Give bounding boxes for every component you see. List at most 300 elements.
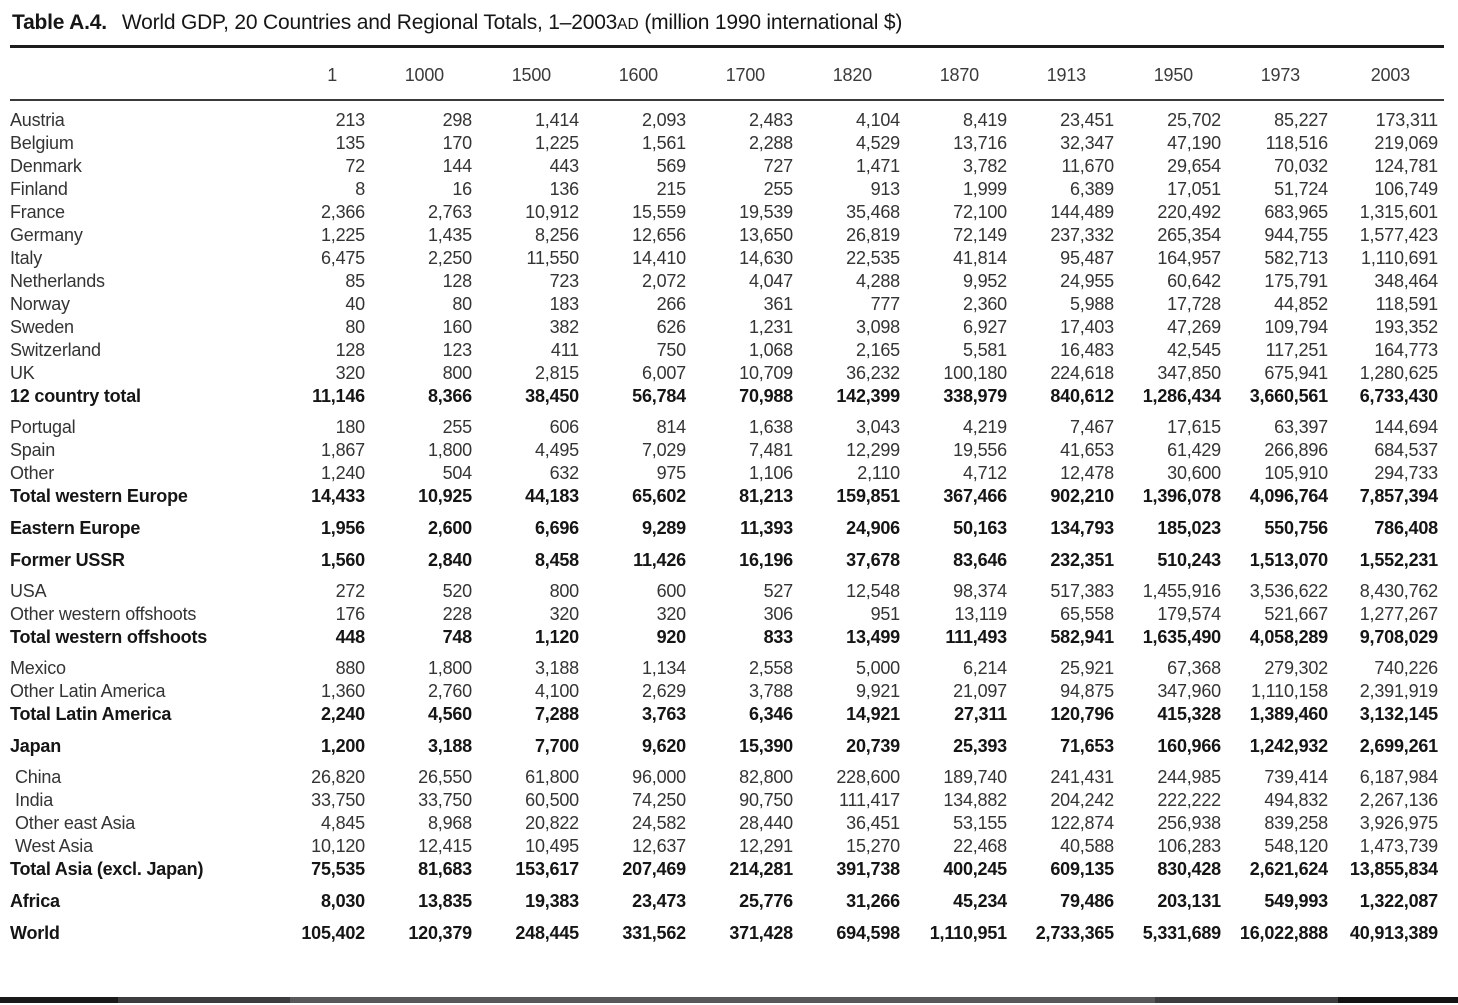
value-cell: 727 bbox=[763, 156, 793, 176]
value-cell: 159,851 bbox=[836, 486, 900, 506]
value-cell: 3,098 bbox=[855, 317, 900, 337]
value-cell: 1,240 bbox=[320, 463, 365, 483]
row-label: West Asia bbox=[15, 836, 93, 856]
value-cell: 5,000 bbox=[855, 658, 900, 678]
value-cell: 27,311 bbox=[954, 704, 1007, 724]
value-cell: 176 bbox=[335, 604, 365, 624]
value-cell: 8,968 bbox=[427, 813, 472, 833]
value-cell: 1,068 bbox=[748, 340, 793, 360]
value-cell: 219,069 bbox=[1374, 133, 1438, 153]
value-cell: 8,419 bbox=[962, 110, 1007, 130]
value-cell: 10,495 bbox=[525, 836, 579, 856]
table-row bbox=[10, 812, 1444, 835]
value-cell: 21,097 bbox=[953, 681, 1007, 701]
table-row bbox=[10, 408, 1444, 439]
value-cell: 920 bbox=[656, 627, 686, 647]
value-cell: 85 bbox=[345, 271, 365, 291]
value-cell: 320 bbox=[656, 604, 686, 624]
value-cell: 382 bbox=[549, 317, 579, 337]
value-cell: 38,450 bbox=[525, 386, 579, 406]
value-cell: 42,545 bbox=[1167, 340, 1221, 360]
value-cell: 26,820 bbox=[311, 767, 365, 787]
value-cell: 800 bbox=[549, 581, 579, 601]
row-label: Other bbox=[10, 463, 55, 483]
value-cell: 82,800 bbox=[739, 767, 793, 787]
row-label: Spain bbox=[10, 440, 56, 460]
value-cell: 36,232 bbox=[846, 363, 900, 383]
value-cell: 830,428 bbox=[1157, 859, 1221, 879]
row-label: Belgium bbox=[10, 133, 74, 153]
value-cell: 11,146 bbox=[312, 386, 365, 406]
value-cell: 6,927 bbox=[962, 317, 1007, 337]
value-cell: 40 bbox=[345, 294, 365, 314]
value-cell: 694,598 bbox=[836, 923, 900, 943]
value-cell: 347,850 bbox=[1157, 363, 1221, 383]
value-cell: 6,187,984 bbox=[1359, 767, 1438, 787]
value-cell: 72 bbox=[345, 156, 365, 176]
value-cell: 74,250 bbox=[632, 790, 686, 810]
value-cell: 15,390 bbox=[739, 736, 793, 756]
value-cell: 2,093 bbox=[641, 110, 686, 130]
table-row bbox=[10, 155, 1444, 178]
table-row bbox=[10, 247, 1444, 270]
row-label: Former USSR bbox=[10, 550, 125, 570]
value-cell: 6,389 bbox=[1069, 179, 1114, 199]
year-column-header: 1000 bbox=[365, 48, 472, 100]
value-cell: 80 bbox=[345, 317, 365, 337]
value-cell: 2,629 bbox=[641, 681, 686, 701]
value-cell: 32,347 bbox=[1060, 133, 1114, 153]
value-cell: 683,965 bbox=[1264, 202, 1328, 222]
value-cell: 600 bbox=[656, 581, 686, 601]
value-cell: 1,106 bbox=[748, 463, 793, 483]
value-cell: 215 bbox=[656, 179, 686, 199]
value-cell: 1,286,434 bbox=[1142, 386, 1221, 406]
value-cell: 347,960 bbox=[1157, 681, 1221, 701]
value-cell: 26,550 bbox=[418, 767, 472, 787]
value-cell: 606 bbox=[549, 417, 579, 437]
value-cell: 3,788 bbox=[748, 681, 793, 701]
value-cell: 582,713 bbox=[1264, 248, 1328, 268]
row-label: Other Latin America bbox=[10, 681, 166, 701]
value-cell: 748 bbox=[442, 627, 472, 647]
table-row bbox=[10, 439, 1444, 462]
value-cell: 675,941 bbox=[1264, 363, 1328, 383]
value-cell: 13,650 bbox=[739, 225, 793, 245]
value-cell: 8,366 bbox=[427, 386, 472, 406]
table-row bbox=[10, 485, 1444, 508]
value-cell: 124,781 bbox=[1374, 156, 1438, 176]
value-cell: 2,072 bbox=[641, 271, 686, 291]
value-cell: 880 bbox=[335, 658, 365, 678]
table-row bbox=[10, 603, 1444, 626]
table-row bbox=[10, 201, 1444, 224]
rule-band-segment bbox=[1155, 997, 1338, 1003]
value-cell: 60,642 bbox=[1167, 271, 1221, 291]
row-label: Finland bbox=[10, 179, 68, 199]
value-cell: 120,796 bbox=[1050, 704, 1114, 724]
value-cell: 840,612 bbox=[1050, 386, 1114, 406]
value-cell: 5,331,689 bbox=[1142, 923, 1221, 943]
value-cell: 265,354 bbox=[1157, 225, 1221, 245]
value-cell: 800 bbox=[442, 363, 472, 383]
value-cell: 411 bbox=[550, 340, 579, 360]
value-cell: 220,492 bbox=[1157, 202, 1221, 222]
table-row bbox=[10, 572, 1444, 603]
value-cell: 109,794 bbox=[1264, 317, 1328, 337]
value-cell: 237,332 bbox=[1050, 225, 1114, 245]
value-cell: 41,653 bbox=[1060, 440, 1114, 460]
value-cell: 160 bbox=[442, 317, 472, 337]
row-label: Total western offshoots bbox=[10, 627, 208, 647]
value-cell: 70,032 bbox=[1274, 156, 1328, 176]
value-cell: 3,132,145 bbox=[1359, 704, 1438, 724]
table-row bbox=[10, 758, 1444, 789]
row-label: Netherlands bbox=[10, 271, 105, 291]
value-cell: 17,051 bbox=[1167, 179, 1221, 199]
value-cell: 15,270 bbox=[846, 836, 900, 856]
value-cell: 1,389,460 bbox=[1249, 704, 1328, 724]
value-cell: 16,022,888 bbox=[1239, 923, 1328, 943]
value-cell: 3,660,561 bbox=[1249, 386, 1328, 406]
value-cell: 90,750 bbox=[739, 790, 793, 810]
value-cell: 902,210 bbox=[1050, 486, 1114, 506]
value-cell: 7,467 bbox=[1069, 417, 1114, 437]
value-cell: 5,581 bbox=[962, 340, 1007, 360]
value-cell: 81,213 bbox=[739, 486, 793, 506]
value-cell: 415,328 bbox=[1157, 704, 1221, 724]
value-cell: 65,558 bbox=[1060, 604, 1114, 624]
value-cell: 56,784 bbox=[632, 386, 686, 406]
value-cell: 232,351 bbox=[1050, 550, 1114, 570]
value-cell: 951 bbox=[870, 604, 900, 624]
table-row bbox=[10, 339, 1444, 362]
value-cell: 13,499 bbox=[846, 627, 900, 647]
value-cell: 1,513,070 bbox=[1249, 550, 1328, 570]
row-label: Other east Asia bbox=[15, 813, 136, 833]
world-gdp-table bbox=[10, 48, 1444, 945]
table-body bbox=[10, 100, 1444, 945]
value-cell: 10,709 bbox=[739, 363, 793, 383]
value-cell: 81,683 bbox=[418, 859, 472, 879]
value-cell: 12,656 bbox=[632, 225, 686, 245]
value-cell: 118,591 bbox=[1375, 294, 1438, 314]
value-cell: 60,500 bbox=[525, 790, 579, 810]
year-column-header: 1870 bbox=[900, 48, 1007, 100]
value-cell: 975 bbox=[656, 463, 686, 483]
value-cell: 23,451 bbox=[1060, 110, 1114, 130]
value-cell: 4,560 bbox=[427, 704, 472, 724]
value-cell: 185,023 bbox=[1157, 518, 1221, 538]
value-cell: 203,131 bbox=[1157, 891, 1221, 911]
value-cell: 106,749 bbox=[1374, 179, 1438, 199]
value-cell: 750 bbox=[656, 340, 686, 360]
row-label: France bbox=[10, 202, 65, 222]
year-column-header: 1820 bbox=[793, 48, 900, 100]
value-cell: 180 bbox=[335, 417, 365, 437]
value-cell: 13,716 bbox=[953, 133, 1007, 153]
value-cell: 266,896 bbox=[1264, 440, 1328, 460]
value-cell: 10,925 bbox=[418, 486, 472, 506]
value-cell: 45,234 bbox=[953, 891, 1007, 911]
value-cell: 4,712 bbox=[962, 463, 1007, 483]
value-cell: 7,857,394 bbox=[1359, 486, 1438, 506]
value-cell: 517,383 bbox=[1050, 581, 1114, 601]
value-cell: 739,414 bbox=[1264, 767, 1328, 787]
value-cell: 1,471 bbox=[855, 156, 900, 176]
value-cell: 16 bbox=[452, 179, 472, 199]
value-cell: 144,489 bbox=[1050, 202, 1114, 222]
value-cell: 3,188 bbox=[534, 658, 579, 678]
value-cell: 50,163 bbox=[953, 518, 1007, 538]
value-cell: 28,440 bbox=[739, 813, 793, 833]
table-row bbox=[10, 224, 1444, 247]
value-cell: 2,110 bbox=[857, 463, 900, 483]
value-cell: 723 bbox=[549, 271, 579, 291]
value-cell: 2,267,136 bbox=[1359, 790, 1438, 810]
table-row bbox=[10, 626, 1444, 649]
value-cell: 3,782 bbox=[962, 156, 1007, 176]
value-cell: 1,225 bbox=[534, 133, 579, 153]
value-cell: 2,288 bbox=[748, 133, 793, 153]
value-cell: 14,410 bbox=[632, 248, 686, 268]
value-cell: 70,988 bbox=[739, 386, 793, 406]
value-cell: 144 bbox=[442, 156, 472, 176]
year-column-header: 1950 bbox=[1114, 48, 1221, 100]
value-cell: 248,445 bbox=[515, 923, 579, 943]
value-cell: 204,242 bbox=[1050, 790, 1114, 810]
value-cell: 4,288 bbox=[855, 271, 900, 291]
value-cell: 320 bbox=[335, 363, 365, 383]
value-cell: 6,346 bbox=[748, 704, 793, 724]
value-cell: 371,428 bbox=[729, 923, 793, 943]
value-cell: 228 bbox=[442, 604, 472, 624]
value-cell: 255 bbox=[442, 417, 472, 437]
value-cell: 123 bbox=[442, 340, 472, 360]
value-cell: 128 bbox=[335, 340, 365, 360]
table-row bbox=[10, 385, 1444, 408]
value-cell: 19,556 bbox=[953, 440, 1007, 460]
table-row bbox=[10, 362, 1444, 385]
value-cell: 1,134 bbox=[641, 658, 686, 678]
value-cell: 61,800 bbox=[525, 767, 579, 787]
value-cell: 160,966 bbox=[1157, 736, 1221, 756]
table-row bbox=[10, 270, 1444, 293]
value-cell: 1,200 bbox=[320, 736, 365, 756]
value-cell: 144,694 bbox=[1374, 417, 1438, 437]
value-cell: 4,529 bbox=[855, 133, 900, 153]
value-cell: 609,135 bbox=[1050, 859, 1114, 879]
value-cell: 12,548 bbox=[846, 581, 900, 601]
value-cell: 521,667 bbox=[1264, 604, 1328, 624]
table-row bbox=[10, 540, 1444, 572]
value-cell: 1,231 bbox=[748, 317, 793, 337]
value-cell: 15,559 bbox=[632, 202, 686, 222]
row-label: Italy bbox=[10, 248, 43, 268]
value-cell: 9,620 bbox=[641, 736, 686, 756]
value-cell: 111,417 bbox=[839, 790, 900, 810]
value-cell: 40,588 bbox=[1060, 836, 1114, 856]
value-cell: 5,988 bbox=[1069, 294, 1114, 314]
value-cell: 33,750 bbox=[311, 790, 365, 810]
value-cell: 96,000 bbox=[632, 767, 686, 787]
value-cell: 241,431 bbox=[1050, 767, 1114, 787]
value-cell: 94,875 bbox=[1060, 681, 1114, 701]
value-cell: 47,269 bbox=[1167, 317, 1221, 337]
value-cell: 8,256 bbox=[534, 225, 579, 245]
value-cell: 1,225 bbox=[320, 225, 365, 245]
value-cell: 9,921 bbox=[855, 681, 900, 701]
value-cell: 22,468 bbox=[953, 836, 1007, 856]
value-cell: 786,408 bbox=[1374, 518, 1438, 538]
value-cell: 839,258 bbox=[1264, 813, 1328, 833]
value-cell: 527 bbox=[763, 581, 793, 601]
value-cell: 71,653 bbox=[1060, 736, 1114, 756]
row-label: USA bbox=[10, 581, 47, 601]
value-cell: 3,188 bbox=[427, 736, 472, 756]
bottom-rule-band bbox=[0, 997, 1458, 1003]
value-cell: 1,280,625 bbox=[1359, 363, 1438, 383]
value-cell: 12,415 bbox=[418, 836, 472, 856]
value-cell: 207,469 bbox=[622, 859, 686, 879]
row-label: Total Asia (excl. Japan) bbox=[10, 859, 204, 879]
value-cell: 510,243 bbox=[1157, 550, 1221, 570]
value-cell: 1,635,490 bbox=[1142, 627, 1221, 647]
row-label: 12 country total bbox=[10, 386, 141, 406]
value-cell: 228,600 bbox=[836, 767, 900, 787]
value-cell: 173,311 bbox=[1375, 110, 1438, 130]
value-cell: 7,029 bbox=[641, 440, 686, 460]
value-cell: 1,110,158 bbox=[1251, 681, 1328, 701]
value-cell: 25,702 bbox=[1167, 110, 1221, 130]
rule-band-segment bbox=[1338, 997, 1458, 1003]
row-label: Eastern Europe bbox=[10, 518, 141, 538]
value-cell: 520 bbox=[442, 581, 472, 601]
table-row bbox=[10, 726, 1444, 758]
value-cell: 550,756 bbox=[1264, 518, 1328, 538]
value-cell: 1,867 bbox=[320, 440, 365, 460]
value-cell: 4,100 bbox=[534, 681, 579, 701]
value-cell: 29,654 bbox=[1167, 156, 1221, 176]
value-cell: 11,393 bbox=[740, 518, 793, 538]
table-row bbox=[10, 703, 1444, 726]
value-cell: 9,952 bbox=[962, 271, 1007, 291]
value-cell: 2,366 bbox=[320, 202, 365, 222]
value-cell: 14,921 bbox=[846, 704, 900, 724]
value-cell: 294,733 bbox=[1374, 463, 1438, 483]
value-cell: 913 bbox=[870, 179, 900, 199]
value-cell: 134,882 bbox=[943, 790, 1007, 810]
row-label: Japan bbox=[10, 736, 62, 756]
value-cell: 548,120 bbox=[1264, 836, 1328, 856]
rule-band-segment bbox=[118, 997, 290, 1003]
value-cell: 8,458 bbox=[534, 550, 579, 570]
value-cell: 306 bbox=[763, 604, 793, 624]
table-title-ad: AD bbox=[617, 16, 639, 33]
value-cell: 24,906 bbox=[846, 518, 900, 538]
value-cell: 63,397 bbox=[1274, 417, 1328, 437]
value-cell: 80 bbox=[452, 294, 472, 314]
value-cell: 2,733,365 bbox=[1035, 923, 1114, 943]
value-cell: 2,621,624 bbox=[1249, 859, 1328, 879]
value-cell: 1,560 bbox=[320, 550, 365, 570]
value-cell: 20,822 bbox=[525, 813, 579, 833]
value-cell: 224,618 bbox=[1050, 363, 1114, 383]
value-cell: 338,979 bbox=[943, 386, 1007, 406]
value-cell: 569 bbox=[656, 156, 686, 176]
value-cell: 494,832 bbox=[1264, 790, 1328, 810]
value-cell: 4,047 bbox=[748, 271, 793, 291]
row-label: Africa bbox=[10, 891, 60, 911]
value-cell: 51,724 bbox=[1274, 179, 1328, 199]
value-cell: 111,493 bbox=[945, 627, 1007, 647]
value-cell: 833 bbox=[763, 627, 793, 647]
value-cell: 1,110,691 bbox=[1361, 248, 1438, 268]
value-cell: 31,266 bbox=[846, 891, 900, 911]
value-cell: 12,299 bbox=[846, 440, 900, 460]
value-cell: 2,250 bbox=[427, 248, 472, 268]
value-cell: 30,600 bbox=[1167, 463, 1221, 483]
table-title-label: Table A.4. bbox=[12, 11, 107, 34]
value-cell: 4,845 bbox=[320, 813, 365, 833]
value-cell: 19,383 bbox=[525, 891, 579, 911]
value-cell: 266 bbox=[656, 294, 686, 314]
table-row bbox=[10, 508, 1444, 540]
row-label: UK bbox=[10, 363, 35, 383]
value-cell: 8,030 bbox=[320, 891, 365, 911]
value-cell: 14,433 bbox=[311, 486, 365, 506]
value-cell: 33,750 bbox=[418, 790, 472, 810]
value-cell: 36,451 bbox=[846, 813, 900, 833]
value-cell: 4,096,764 bbox=[1249, 486, 1328, 506]
value-cell: 47,190 bbox=[1167, 133, 1221, 153]
value-cell: 72,100 bbox=[953, 202, 1007, 222]
value-cell: 684,537 bbox=[1374, 440, 1438, 460]
table-row bbox=[10, 462, 1444, 485]
value-cell: 10,912 bbox=[525, 202, 579, 222]
value-cell: 12,291 bbox=[739, 836, 793, 856]
value-cell: 1,360 bbox=[320, 681, 365, 701]
year-column-header: 2003 bbox=[1328, 48, 1444, 100]
value-cell: 22,535 bbox=[846, 248, 900, 268]
value-cell: 1,277,267 bbox=[1359, 604, 1438, 624]
value-cell: 814 bbox=[656, 417, 686, 437]
value-cell: 367,466 bbox=[943, 486, 1007, 506]
value-cell: 2,483 bbox=[748, 110, 793, 130]
value-cell: 443 bbox=[549, 156, 579, 176]
table-title-suffix: (million 1990 international $) bbox=[638, 11, 903, 34]
row-label: Other western offshoots bbox=[10, 604, 197, 624]
value-cell: 1,473,739 bbox=[1359, 836, 1438, 856]
value-cell: 2,763 bbox=[427, 202, 472, 222]
value-cell: 61,429 bbox=[1167, 440, 1221, 460]
value-cell: 6,007 bbox=[641, 363, 686, 383]
value-cell: 164,773 bbox=[1374, 340, 1438, 360]
value-cell: 19,539 bbox=[739, 202, 793, 222]
value-cell: 153,617 bbox=[515, 859, 579, 879]
table-row bbox=[10, 316, 1444, 339]
value-cell: 2,840 bbox=[427, 550, 472, 570]
value-cell: 2,760 bbox=[427, 681, 472, 701]
value-cell: 7,700 bbox=[534, 736, 579, 756]
year-header-row bbox=[10, 48, 1444, 100]
value-cell: 632 bbox=[549, 463, 579, 483]
value-cell: 24,582 bbox=[632, 813, 686, 833]
value-cell: 23,473 bbox=[632, 891, 686, 911]
value-cell: 6,475 bbox=[320, 248, 365, 268]
value-cell: 2,600 bbox=[427, 518, 472, 538]
value-cell: 944,755 bbox=[1264, 225, 1328, 245]
